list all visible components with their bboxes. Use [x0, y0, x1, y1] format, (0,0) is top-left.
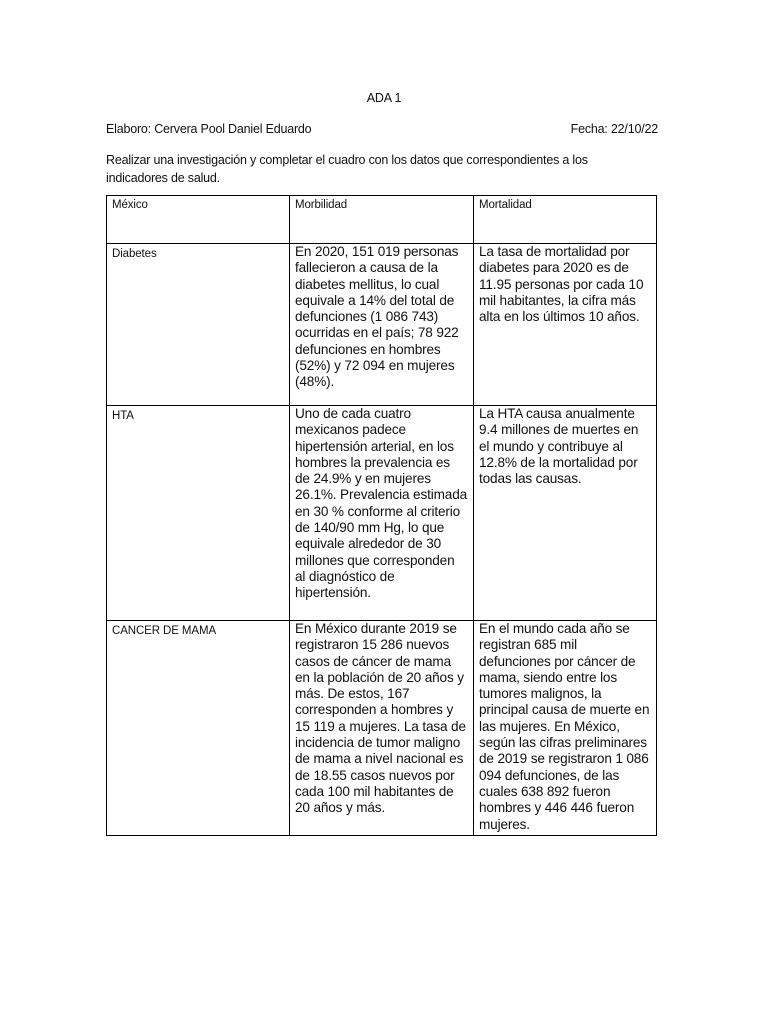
header-country: México: [107, 196, 290, 244]
table-row: [107, 244, 657, 406]
row-label-diabetes: Diabetes: [107, 244, 290, 406]
row-label-breast-cancer: CANCER DE MAMA: [107, 621, 290, 836]
row-label-hta: HTA: [107, 406, 290, 621]
table-header-row: [107, 196, 657, 244]
cell-breast-cancer-morbidity: En México durante 2019 se registraron 15 286 nuevos casos de cáncer de mama en la población de 20 años y más. De estos, 167 corresponden a hombres y 15 119 a mujeres. La tasa de incidencia de tumor maligno de mama a nivel nacional es de 18.55 casos nuevos por cada 100 mil habitantes de 20 años y más.: [290, 621, 474, 836]
date-line: Fecha: 22/10/22: [570, 122, 658, 136]
instructions-paragraph: Realizar una investigación y completar el cuadro con los datos que correspondientes a los indicadores de salud.: [106, 153, 588, 185]
header-morbidity: Morbilidad: [290, 196, 474, 244]
cell-hta-mortality: La HTA causa anualmente 9.4 millones de muertes en el mundo y contribuye al 12.8% de la mortalidad por todas las causas.: [474, 406, 657, 621]
health-indicators-table: [106, 195, 657, 836]
table-row: [107, 621, 657, 836]
cell-breast-cancer-mortality: En el mundo cada año se registran 685 mil defunciones por cáncer de mama, siendo entre los tumores malignos, la principal causa de muerte en las mujeres. En México, según las cifras preliminares de 2019 se registraron 1 086 094 defunciones, de las cuales 638 892 fueron hombres y 446 446 fueron mujeres.: [474, 621, 657, 836]
cell-diabetes-mortality: La tasa de mortalidad por diabetes para 2020 es de 11.95 personas por cada 10 mil habitantes, la cifra más alta en los últimos 10 años.: [474, 244, 657, 406]
author-line: Elaboro: Cervera Pool Daniel Eduardo: [106, 122, 312, 136]
cell-diabetes-morbidity: En 2020, 151 019 personas fallecieron a causa de la diabetes mellitus, lo cual equivale a 14% del total de defunciones (1 086 743) ocurridas en el país; 78 922 defunciones en hombres (52%) y 72 094 en mujeres (48%).: [290, 244, 474, 406]
table-row: [107, 406, 657, 621]
document-title: ADA 1: [366, 91, 402, 105]
header-mortality: Mortalidad: [474, 196, 657, 244]
cell-hta-morbidity: Uno de cada cuatro mexicanos padece hipertensión arterial, en los hombres la prevalencia es de 24.9% y en mujeres 26.1%. Prevalencia estimada en 30 % conforme al criterio de 140/90 mm Hg, lo que equivale alrededor de 30 millones que corresponden al diagnóstico de hipertensión.: [290, 406, 474, 621]
